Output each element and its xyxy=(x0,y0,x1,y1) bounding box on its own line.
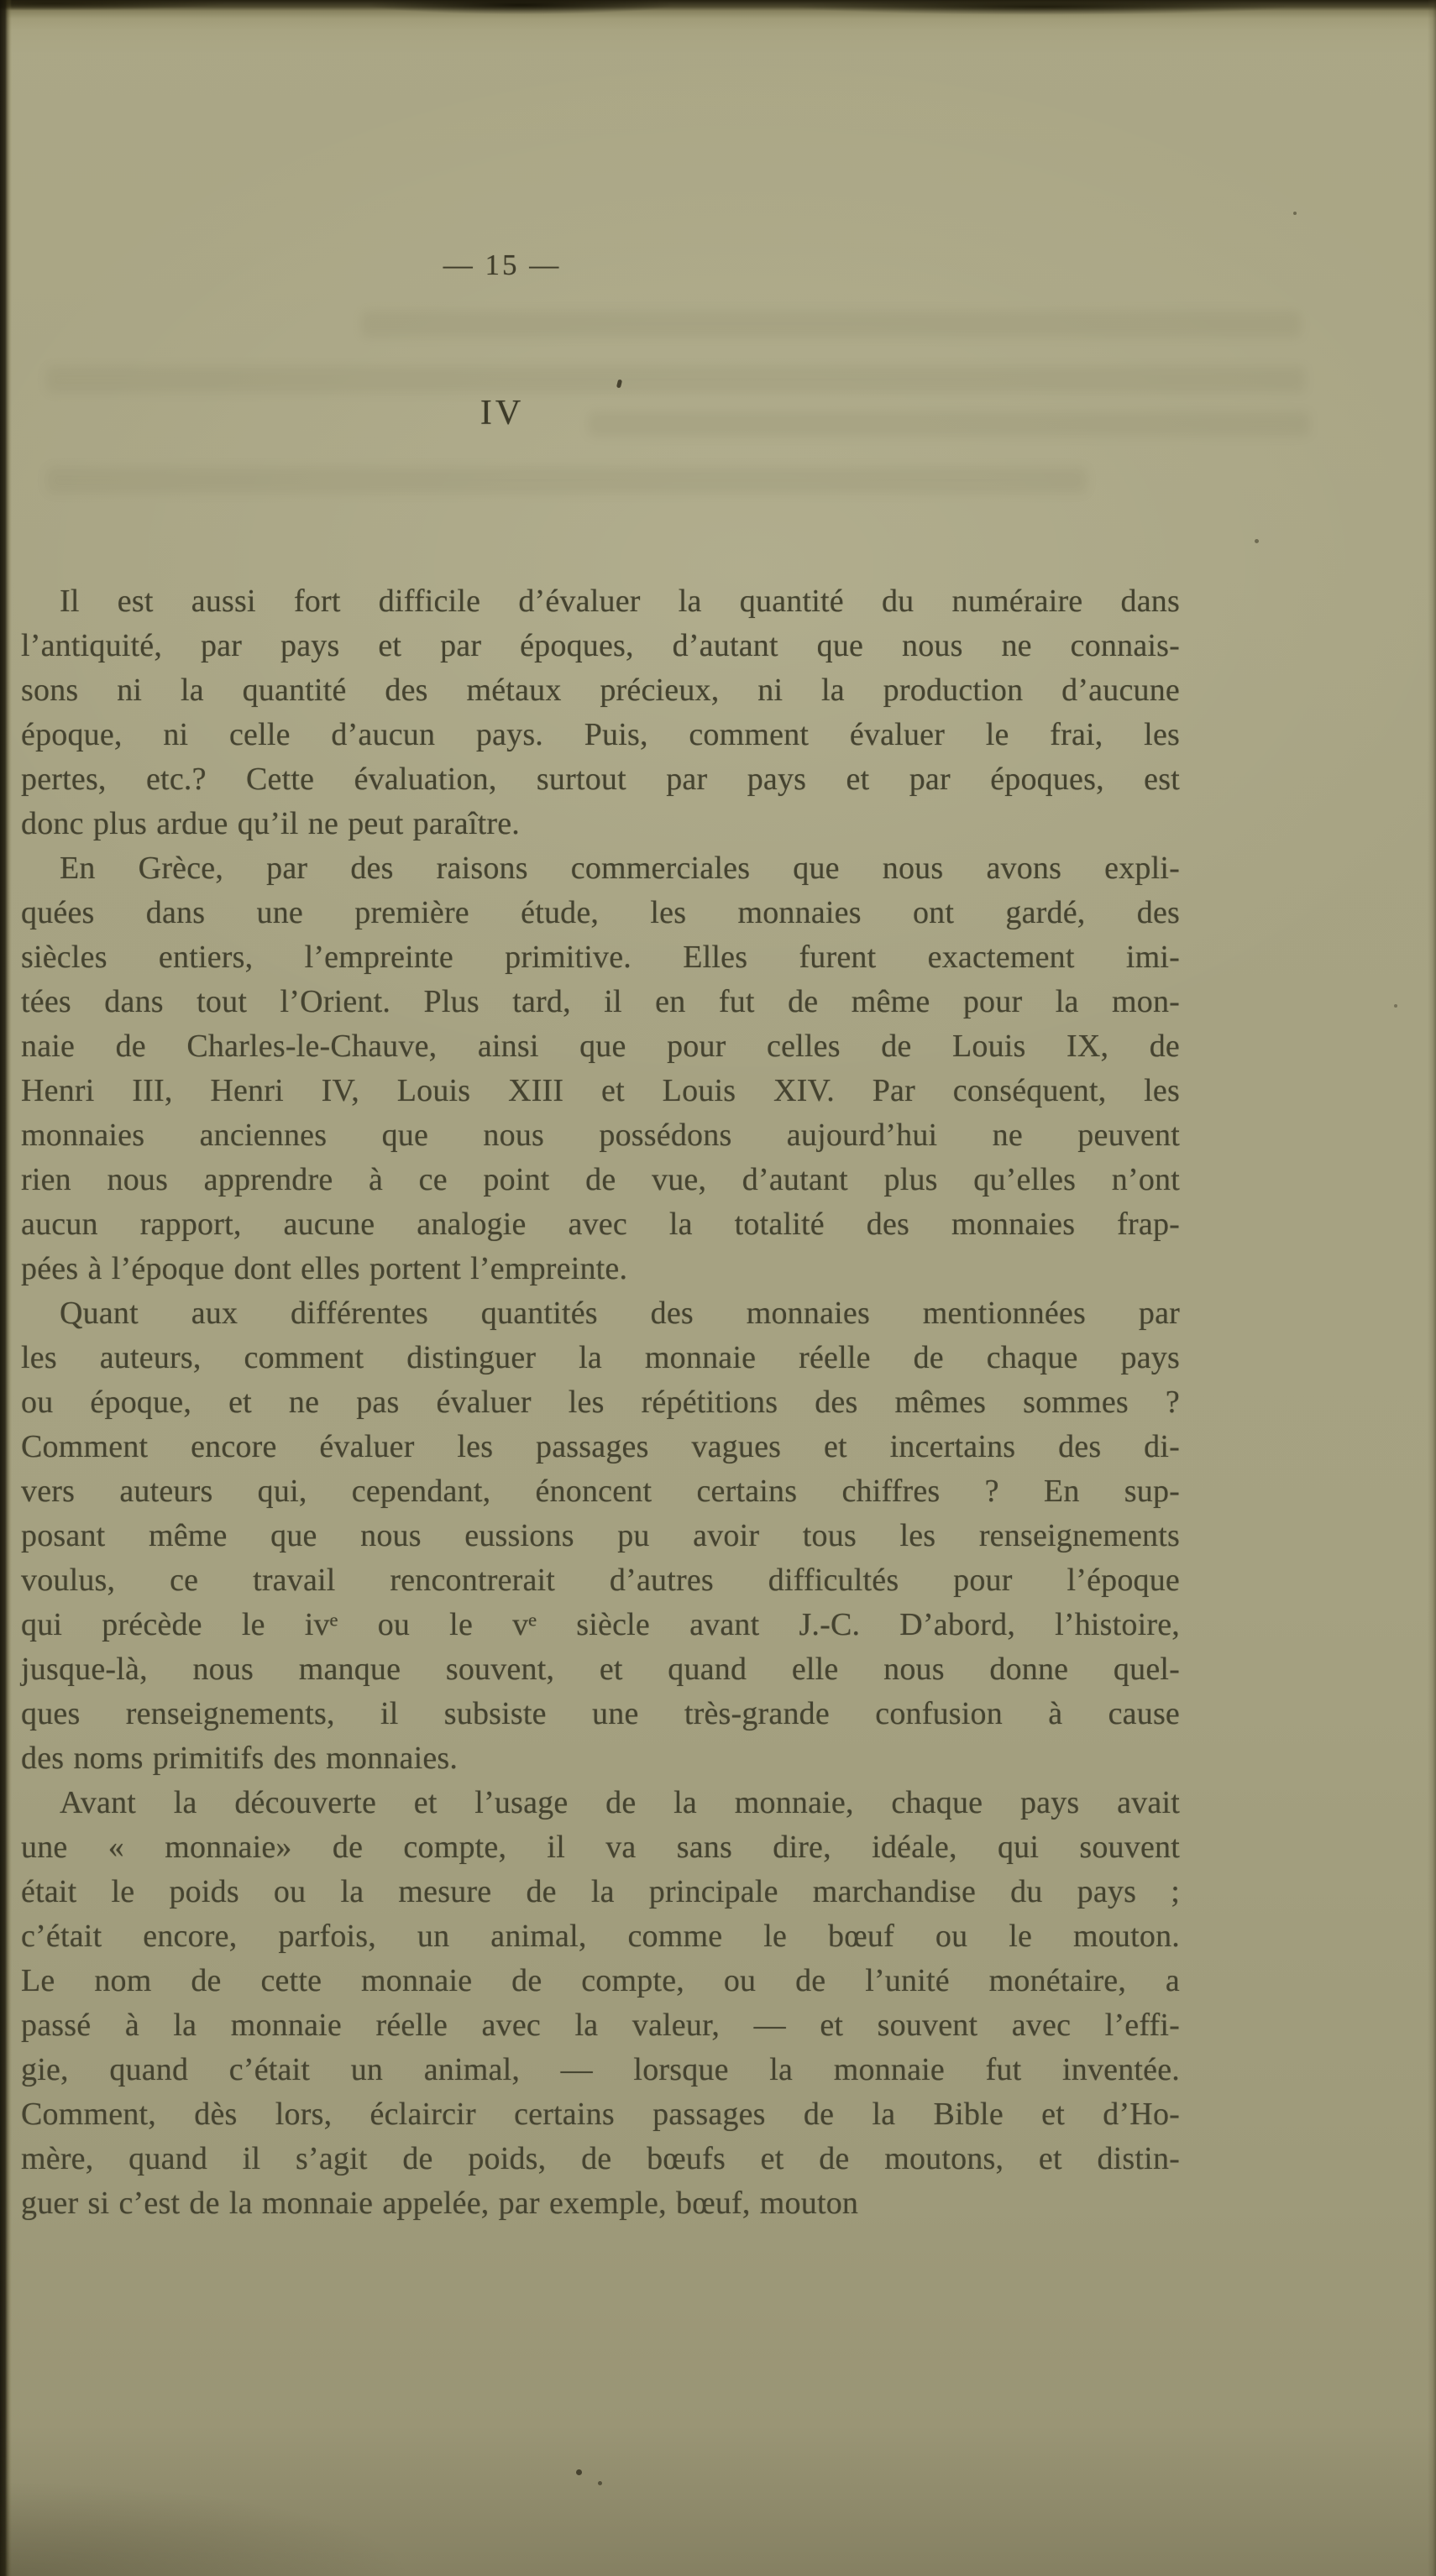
paragraph xyxy=(21,579,1180,846)
text-line: Henri III, Henri IV, Louis XIII et Louis XIV. Par conséquent, les xyxy=(21,1073,1180,1108)
text-line: naie de Charles-le-Chauve, ainsi que pour celles de Louis IX, de xyxy=(21,1029,1180,1064)
text-line: siècles entiers, l’empreinte primitive. Elles furent exactement imi- xyxy=(21,940,1180,975)
text-line: Quant aux différentes quantités des monnaies mentionnées par xyxy=(60,1296,1180,1331)
scan-left-edge xyxy=(0,0,12,2576)
scan-bottom-shadow xyxy=(0,2425,1436,2576)
text-line: ques renseignements, il subsiste une très-grande confusion à cause xyxy=(21,1696,1180,1731)
text-line: l’antiquité, par pays et par époques, d’autant que nous ne connais- xyxy=(21,628,1180,663)
text-line: Le nom de cette monnaie de compte, ou de l’unité monétaire, a xyxy=(21,1963,1180,1998)
text-line: aucun rapport, aucune analogie avec la totalité des monnaies frap- xyxy=(21,1207,1180,1242)
text-line: vers auteurs qui, cependant, énoncent certains chiffres ? En sup- xyxy=(21,1474,1180,1509)
paragraph xyxy=(21,846,1180,1291)
text-line: qui précède le ivᵉ ou le vᵉ siècle avant J.-C. D’abord, l’histoire, xyxy=(21,1607,1180,1642)
text-line: pées à l’époque dont elles portent l’empreinte. xyxy=(21,1251,628,1286)
text-line: guer si c’est de la monnaie appelée, par exemple, bœuf, mouton xyxy=(21,2186,859,2221)
text-line: époque, ni celle d’aucun pays. Puis, comment évaluer le frai, les xyxy=(21,717,1180,752)
page-number: — 15 — xyxy=(443,249,562,281)
text-line: Avant la découverte et l’usage de la monnaie, chaque pays avait xyxy=(60,1785,1180,1820)
dust-speck xyxy=(1394,1004,1397,1008)
show-through-band xyxy=(361,311,1302,338)
text-line: jusque-là, nous manque souvent, et quand elle nous donne quel- xyxy=(21,1652,1180,1687)
text-line: passé à la monnaie réelle avec la valeur, — et souvent avec l’effi- xyxy=(21,2008,1180,2043)
text-line: était le poids ou la mesure de la principale marchandise du pays ; xyxy=(21,1874,1180,1909)
text-line: Il est aussi fort difficile d’évaluer la quantité du numéraire dans xyxy=(60,584,1180,619)
ink-mark xyxy=(616,380,622,389)
section-heading: IV xyxy=(480,394,525,432)
text-line: gie, quand c’était un animal, — lorsque la monnaie fut inventée. xyxy=(21,2052,1180,2087)
text-line: En Grèce, par des raisons commerciales que nous avons expli- xyxy=(60,851,1180,886)
text-line: voulus, ce travail rencontrerait d’autres difficultés pour l’époque xyxy=(21,1563,1180,1598)
dust-speck xyxy=(1293,212,1297,215)
dust-speck xyxy=(598,2481,602,2485)
text-line: posant même que nous eussions pu avoir tous les renseignements xyxy=(21,1518,1180,1553)
text-line: sons ni la quantité des métaux précieux, ni la production d’aucune xyxy=(21,673,1180,708)
text-line: ou époque, et ne pas évaluer les répétitions des mêmes sommes ? xyxy=(21,1385,1180,1420)
text-line: Comment encore évaluer les passages vagues et incertains des di- xyxy=(21,1429,1180,1464)
scan-top-edge xyxy=(0,0,1436,54)
text-line: c’était encore, parfois, un animal, comme le bœuf ou le mouton. xyxy=(21,1919,1180,1954)
body-text xyxy=(21,579,1180,2226)
text-line: pertes, etc.? Cette évaluation, surtout par pays et par époques, est xyxy=(21,762,1180,797)
show-through-band xyxy=(46,467,1087,494)
text-line: les auteurs, comment distinguer la monnaie réelle de chaque pays xyxy=(21,1340,1180,1375)
text-line: Comment, dès lors, éclaircir certains passages de la Bible et d’Ho- xyxy=(21,2097,1180,2132)
text-line: rien nous apprendre à ce point de vue, d’autant plus qu’elles n’ont xyxy=(21,1162,1180,1197)
paragraph xyxy=(21,1781,1180,2226)
text-line: mère, quand il s’agit de poids, de bœufs et de moutons, et distin- xyxy=(21,2141,1180,2176)
dust-speck xyxy=(576,2469,582,2475)
text-line: des noms primitifs des monnaies. xyxy=(21,1741,459,1776)
text-line: tées dans tout l’Orient. Plus tard, il en fut de même pour la mon- xyxy=(21,984,1180,1019)
scan-right-edge xyxy=(1428,0,1436,2576)
text-line: donc plus ardue qu’il ne peut paraître. xyxy=(21,806,520,841)
paragraph xyxy=(21,1291,1180,1781)
text-line: monnaies anciennes que nous possédons aujourd’hui ne peuvent xyxy=(21,1118,1180,1153)
dust-speck xyxy=(1255,539,1259,543)
text-line: quées dans une première étude, les monnaies ont gardé, des xyxy=(21,895,1180,930)
show-through-band xyxy=(46,366,1306,393)
text-line: une « monnaie» de compte, il va sans dire, idéale, qui souvent xyxy=(21,1830,1180,1865)
